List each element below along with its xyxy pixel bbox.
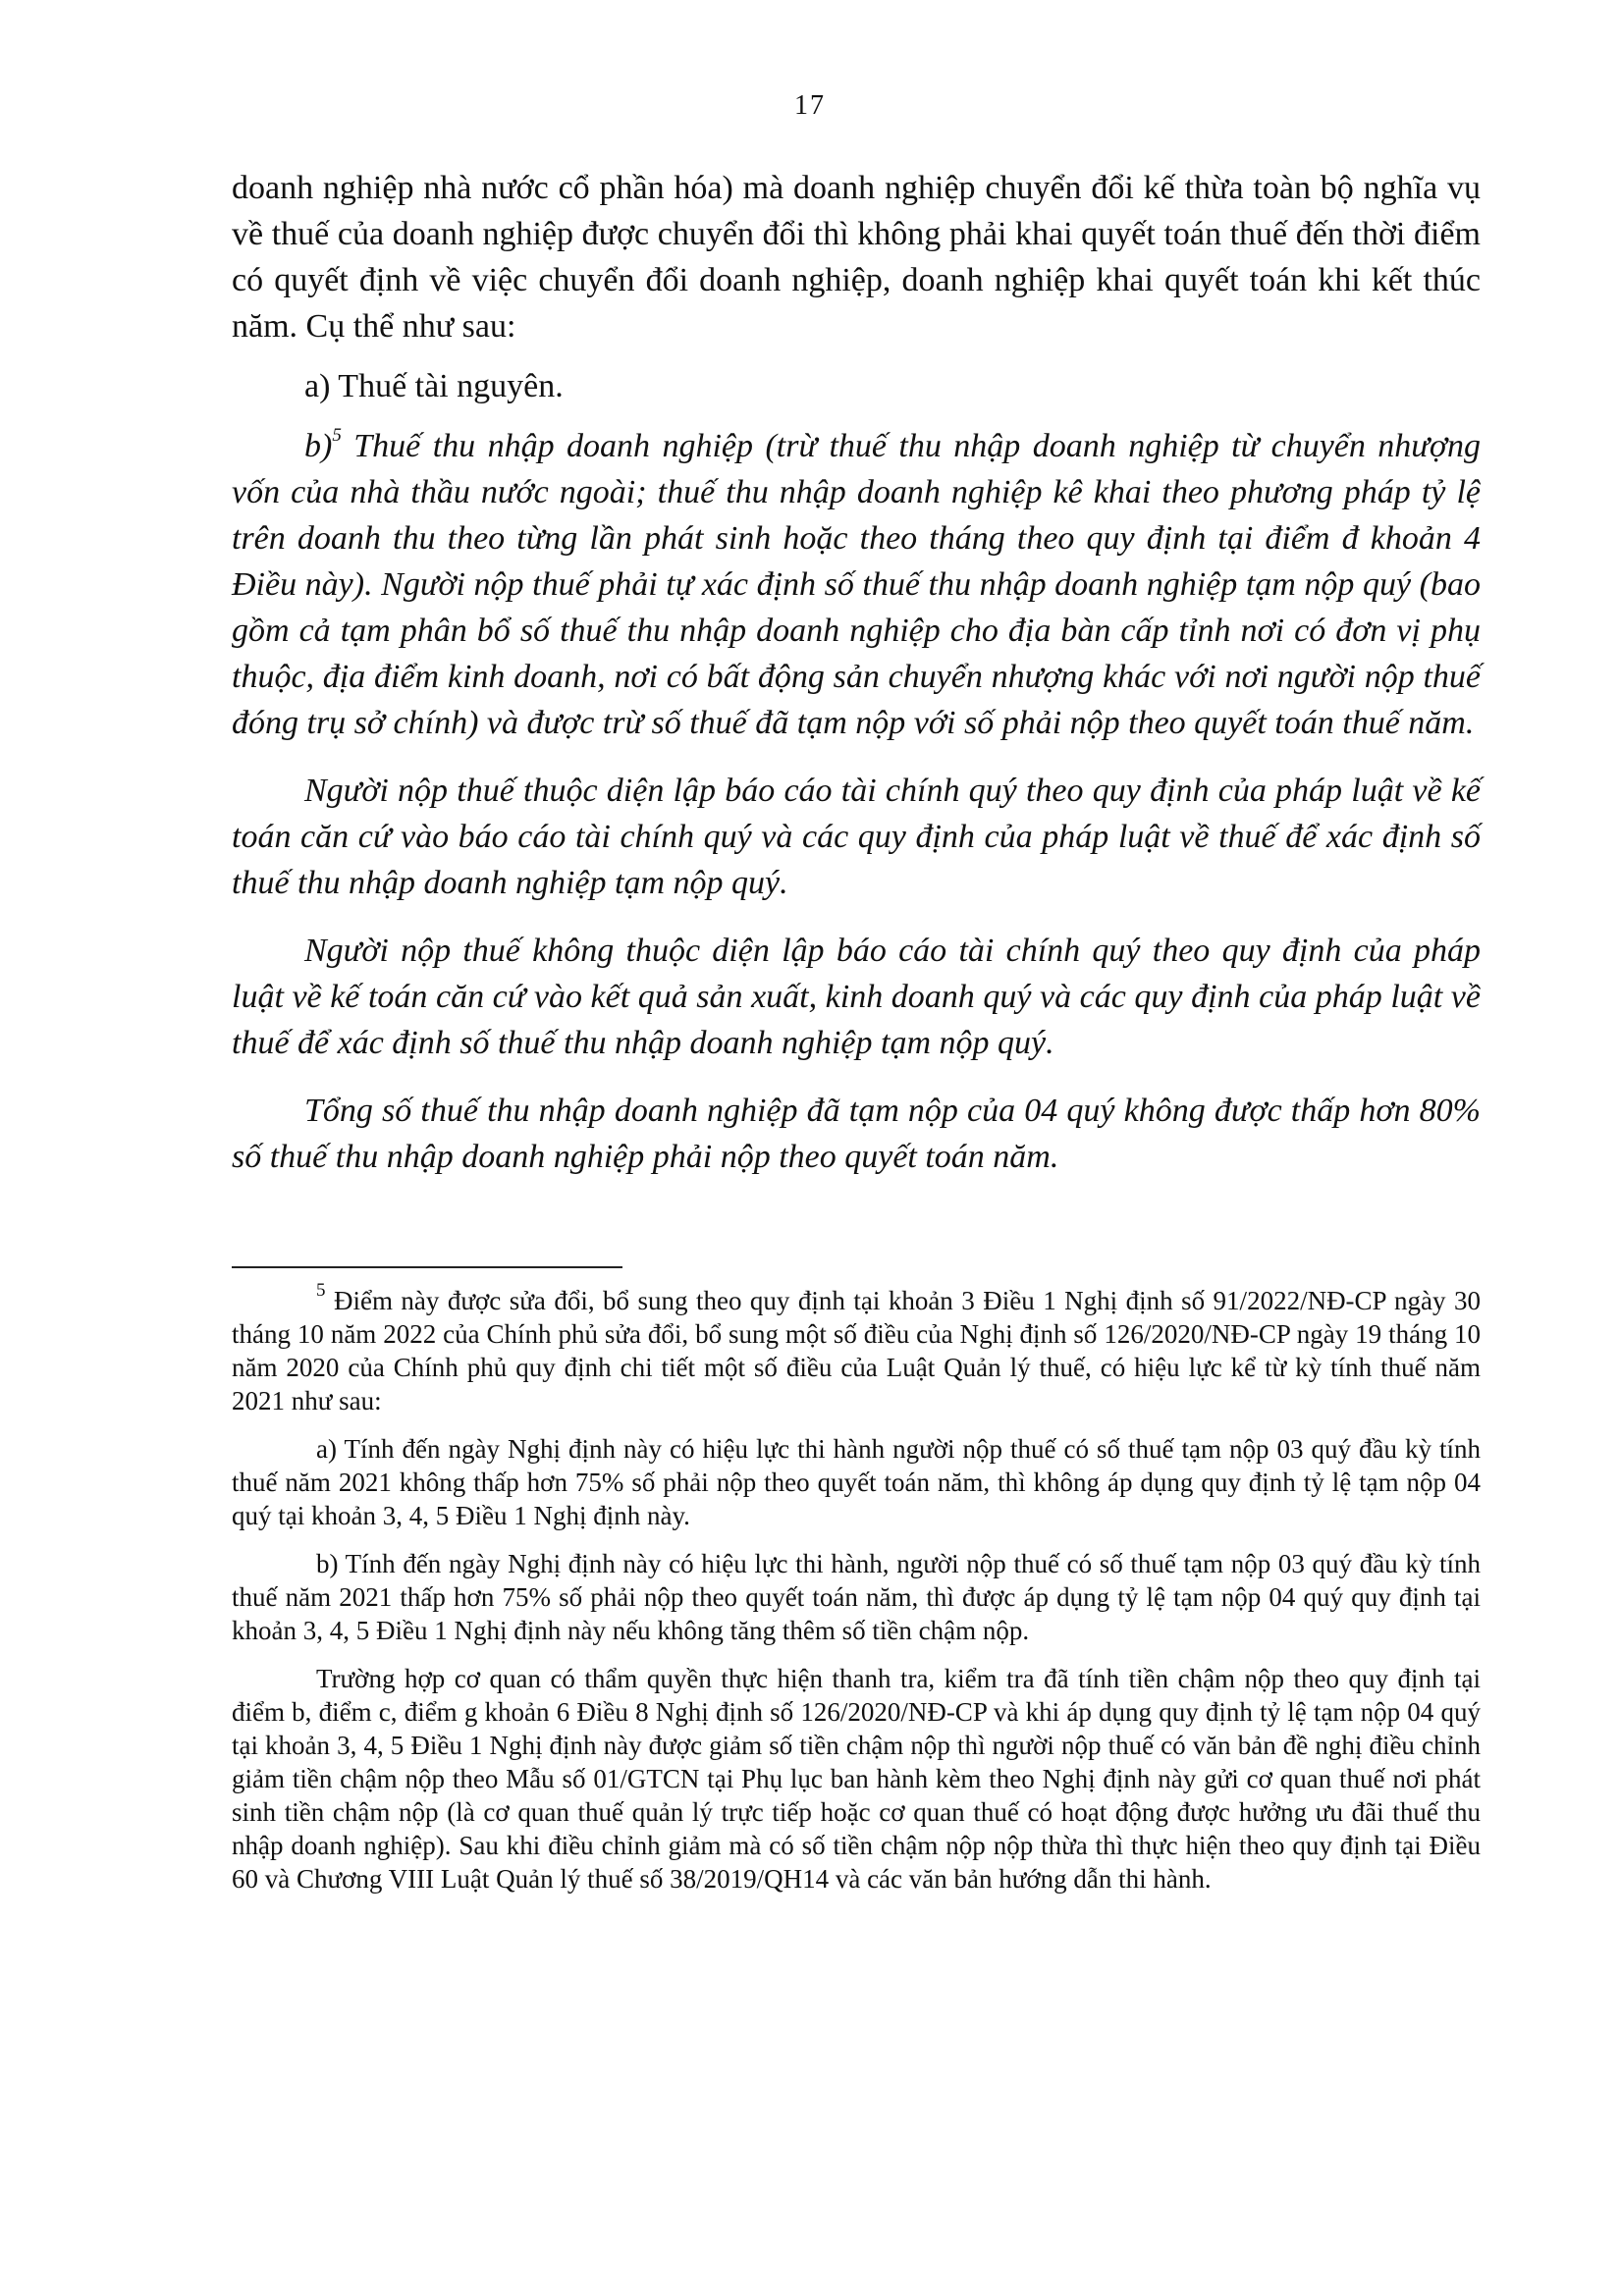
footnotes (232, 1280, 1481, 1896)
footnote-item-b: b) Tính đến ngày Nghị định này có hiệu lực thi hành, người nộp thuế có số thuế tạm nộp 03 quý đầu kỳ tính thuế năm 2021 thấp hơn 75% số phải nộp theo quyết toán năm, thì được áp dụng tỷ lệ tạm nộp 04 quý quy định tại khoản 3, 4, 5 Điều 1 Nghị định này nếu không tăng thêm số tiền chậm nộp. (232, 1549, 1481, 1645)
paragraph-quarterly-report: Người nộp thuế thuộc diện lập báo cáo tài chính quý theo quy định của pháp luật về kế toán căn cứ vào báo cáo tài chính quý và các quy định của pháp luật về thuế để xác định số thuế thu nhập doanh nghiệp tạm nộp quý. (232, 773, 1481, 901)
footnote-marker: 5 (316, 1280, 326, 1301)
paragraph-item-b (232, 423, 1481, 746)
footnote-separator (232, 1266, 622, 1268)
footnote-inspection-case: Trường hợp cơ quan có thẩm quyền thực hiện thanh tra, kiểm tra đã tính tiền chậm nộp theo quy định tại điểm b, điểm c, điểm g khoản 6 Điều 8 Nghị định số 126/2020/NĐ-CP và khi áp dụng quy định tỷ lệ tạm nộp 04 quý tại khoản 3, 4, 5 Điều 1 Nghị định này được giảm số tiền chậm nộp thì người nộp thuế có văn bản đề nghị điều chỉnh giảm tiền chậm nộp theo Mẫu số 01/GTCN tại Phụ lục ban hành kèm theo Nghị định này gửi cơ quan thuế nơi phát sinh tiền chậm nộp (là cơ quan thuế quản lý trực tiếp hoặc cơ quan thuế có hoạt động được hưởng ưu đãi thuế thu nhập doanh nghiệp). Sau khi điều chỉnh giảm mà có số tiền chậm nộp nộp thừa thì thực hiện theo quy định tại Điều 60 và Chương VIII Luật Quản lý thuế số 38/2019/QH14 và các văn bản hướng dẫn thi hành. (232, 1664, 1481, 1894)
main-text (232, 165, 1481, 1180)
footnote-5-text: Điểm này được sửa đổi, bổ sung theo quy định tại khoản 3 Điều 1 Nghị định số 91/2022/NĐ-CP ngày 30 tháng 10 năm 2022 của Chính phủ sửa đổi, bổ sung một số điều của Nghị định số 126/2020/NĐ-CP ngày 19 tháng 10 năm 2020 của Chính phủ quy định chi tiết một số điều của Luật Quản lý thuế, có hiệu lực kể từ kỳ tính thuế năm 2021 như sau: (232, 1286, 1481, 1415)
footnote-reference[interactable]: 5 (332, 424, 342, 446)
paragraph-no-quarterly-report: Người nộp thuế không thuộc diện lập báo cáo tài chính quý theo quy định của pháp luật về kế toán căn cứ vào kết quả sản xuất, kinh doanh quý và các quy định của pháp luật về thuế để xác định số thuế thu nhập doanh nghiệp tạm nộp quý. (232, 933, 1481, 1061)
item-b-label: b) (304, 428, 333, 464)
footnote-item-a: a) Tính đến ngày Nghị định này có hiệu lực thi hành người nộp thuế có số thuế tạm nộp 03 quý đầu kỳ tính thuế năm 2021 không thấp hơn 75% số phải nộp theo quyết toán năm, thì không áp dụng quy định tỷ lệ tạm nộp 04 quý tại khoản 3, 4, 5 Điều 1 Nghị định này. (232, 1434, 1481, 1530)
footnote-5 (232, 1280, 1481, 1417)
paragraph-continuation: doanh nghiệp nhà nước cổ phần hóa) mà doanh nghiệp chuyển đổi kế thừa toàn bộ nghĩa vụ về thuế của doanh nghiệp được chuyển đổi thì không phải khai quyết toán thuế đến thời điểm có quyết định về việc chuyển đổi doanh nghiệp, doanh nghiệp khai quyết toán khi kết thúc năm. Cụ thể như sau: (232, 170, 1481, 345)
paragraph-80-percent: Tổng số thuế thu nhập doanh nghiệp đã tạm nộp của 04 quý không được thấp hơn 80% số thuế thu nhập doanh nghiệp phải nộp theo quyết toán năm. (232, 1093, 1481, 1175)
item-b-text: Thuế thu nhập doanh nghiệp (trừ thuế thu nhập doanh nghiệp từ chuyển nhượng vốn của nhà thầu nước ngoài; thuế thu nhập doanh nghiệp kê khai theo phương pháp tỷ lệ trên doanh thu theo từng lần phát sinh hoặc theo tháng theo quy định tại điểm đ khoản 4 Điều này). Người nộp thuế phải tự xác định số thuế thu nhập doanh nghiệp tạm nộp quý (bao gồm cả tạm phân bổ số thuế thu nhập doanh nghiệp cho địa bàn cấp tỉnh nơi có đơn vị phụ thuộc, địa điểm kinh doanh, nơi có bất động sản chuyển nhượng khác với nơi người nộp thuế đóng trụ sở chính) và được trừ số thuế đã tạm nộp với số phải nộp theo quyết toán thuế năm. (232, 428, 1481, 741)
page-number: 17 (794, 90, 826, 121)
paragraph-item-a: a) Thuế tài nguyên. (304, 368, 564, 404)
